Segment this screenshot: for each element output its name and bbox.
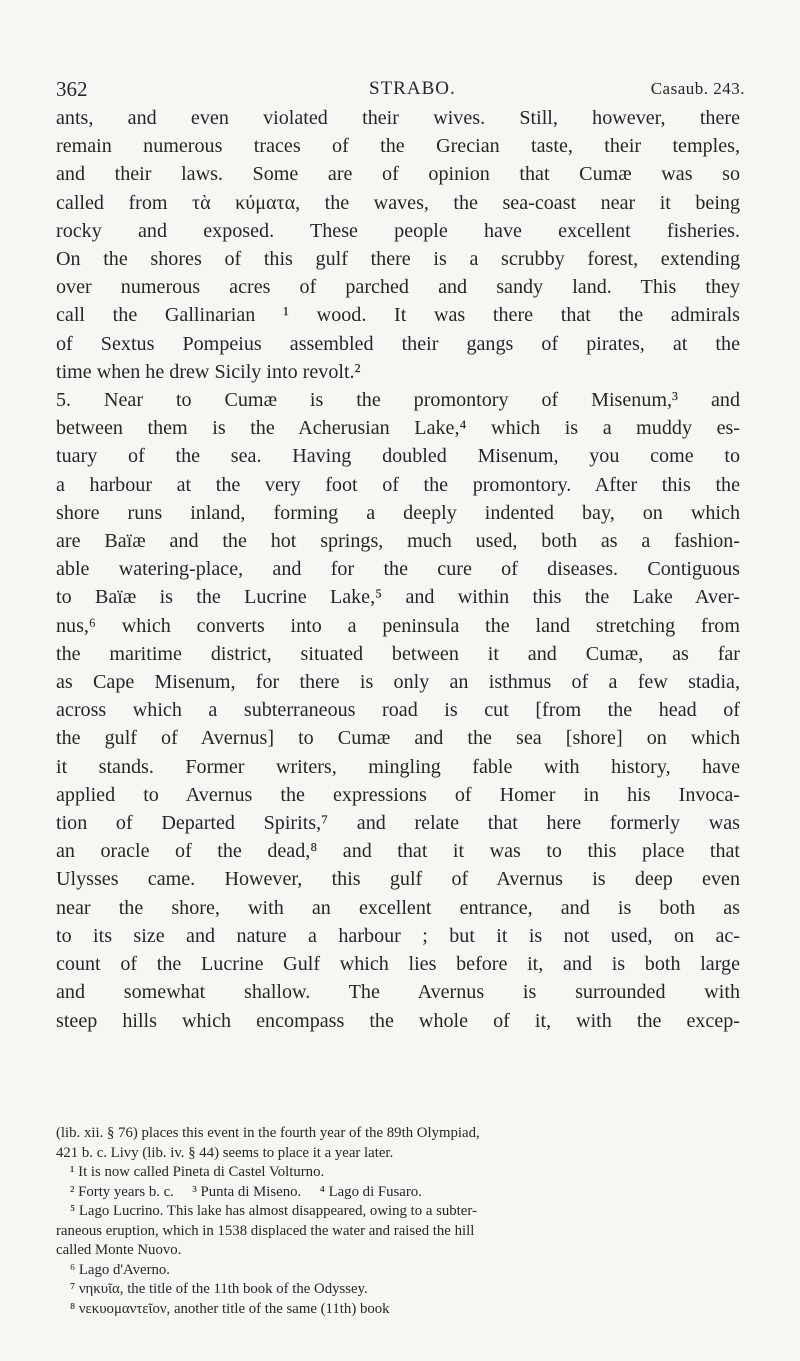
text-line: ants, and even violated their wives. Still, however, there	[56, 107, 740, 129]
text-line: the maritime district, situated between it and Cumæ, as far	[56, 642, 740, 665]
text-line: and somewhat shallow. The Avernus is surrounded with	[56, 981, 740, 1004]
footnote-line: 421 b. c. Livy (lib. iv. § 44) seems to place it a year later.	[56, 1144, 394, 1161]
text-line: count of the Lucrine Gulf which lies before it, and is both large	[56, 953, 740, 976]
text-line: over numerous acres of parched and sandy land. This they	[56, 276, 740, 299]
footnote-line: called Monte Nuovo.	[56, 1242, 182, 1258]
text-line: as Cape Misenum, for there is only an isthmus of a few stadia,	[56, 671, 740, 694]
text-line: rocky and exposed. These people have excellent fisheries.	[56, 219, 740, 242]
text-line: to Baïæ is the Lucrine Lake,⁵ and within this the Lake Aver-	[56, 586, 740, 609]
casaubon-reference: Casaub. 243.	[650, 79, 745, 98]
text-line: across which a subterraneous road is cut [from the head of	[56, 699, 740, 722]
footnote-line: raneous eruption, which in 1538 displaced the water and raised the hill	[56, 1222, 475, 1239]
page-number: 362	[56, 77, 88, 101]
text-line: a harbour at the very foot of the promontory. After this the	[56, 473, 740, 496]
text-line: 5. Near to Cumæ is the promontory of Misenum,³ and	[56, 389, 740, 412]
text-line: able watering-place, and for the cure of diseases. Contiguous	[56, 558, 740, 581]
text-line: Ulysses came. However, this gulf of Avernus is deep even	[56, 868, 740, 891]
text-line: the gulf of Avernus] to Cumæ and the sea [shore] on which	[56, 727, 740, 750]
running-title: STRABO.	[369, 78, 456, 99]
text-line: shore runs inland, forming a deeply indented bay, on which	[56, 501, 740, 524]
text-line: tuary of the sea. Having doubled Misenum, you come to	[56, 445, 740, 468]
text-line: called from τὰ κύματα, the waves, the sea-coast near it being	[56, 191, 740, 214]
text-line: and their laws. Some are of opinion that Cumæ was so	[56, 163, 740, 186]
text-line: call the Gallinarian ¹ wood. It was there that the admirals	[56, 304, 740, 327]
text-line: of Sextus Pompeius assembled their gangs of pirates, at the	[56, 332, 740, 355]
main-text	[56, 104, 740, 1035]
text-line: nus,⁶ which converts into a peninsula the land stretching from	[56, 614, 740, 637]
text-line: tion of Departed Spirits,⁷ and relate that here formerly was	[56, 812, 740, 835]
text-line: an oracle of the dead,⁸ and that it was to this place that	[56, 840, 740, 863]
text-line: steep hills which encompass the whole of it, with the excep-	[56, 1009, 740, 1032]
text-line: are Baïæ and the hot springs, much used, both as a fashion-	[56, 530, 740, 553]
text-line: time when he drew Sicily into revolt.²	[56, 360, 361, 383]
text-line: to its size and nature a harbour ; but it is not used, on ac-	[56, 924, 740, 947]
footnote-line: (lib. xii. § 76) places this event in the fourth year of the 89th Olympiad,	[56, 1125, 480, 1141]
text-line: remain numerous traces of the Grecian taste, their temples,	[56, 135, 740, 158]
footnotes	[56, 1124, 740, 1319]
footnote-line: ¹ It is now called Pineta di Castel Volturno.	[70, 1164, 325, 1180]
footnote-line: ² Forty years b. c. ³ Punta di Miseno. ⁴ Lago di Fusaro.	[70, 1183, 422, 1200]
text-line: On the shores of this gulf there is a scrubby forest, extending	[56, 248, 740, 271]
text-line: it stands. Former writers, mingling fable with history, have	[56, 755, 740, 778]
footnote-line: ⁶ Lago d'Averno.	[70, 1261, 171, 1278]
footnote-line: ⁷ νηκυῖα, the title of the 11th book of the Odyssey.	[70, 1281, 368, 1297]
footnote-line: ⁸ νεκυομαντεῖον, another title of the same (11th) book	[70, 1300, 390, 1317]
text-line: applied to Avernus the expressions of Homer in his Invoca-	[56, 783, 740, 806]
text-line: between them is the Acherusian Lake,⁴ which is a muddy es-	[56, 417, 740, 440]
footnote-line: ⁵ Lago Lucrino. This lake has almost disappeared, owing to a subter-	[70, 1203, 477, 1219]
text-line: near the shore, with an excellent entrance, and is both as	[56, 896, 740, 919]
